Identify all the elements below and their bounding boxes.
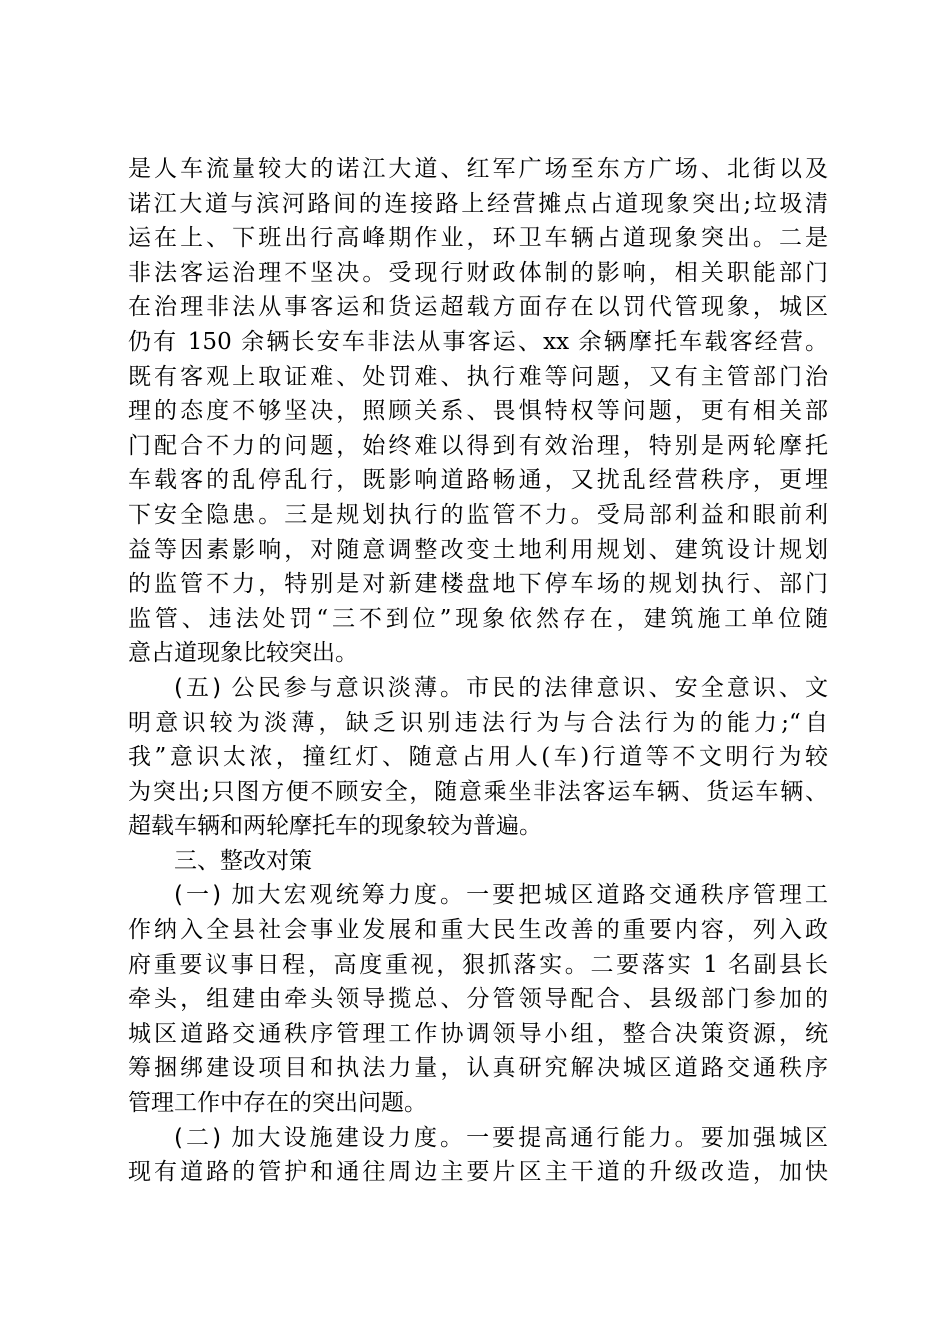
body-line: 非法客运治理不坚决。受现行财政体制的影响，相关职能部门 — [128, 259, 828, 286]
body-line: 在治理非法从事客运和货运超载方面存在以罚代管现象，城区 — [128, 294, 828, 321]
body-line: 诺江大道与滨河路间的连接路上经营摊点占道现象突出;垃圾清 — [128, 190, 828, 217]
body-line: 车载客的乱停乱行，既影响道路畅通，又扰乱经营秩序，更埋 — [128, 467, 828, 494]
measure-2-text: 一要提高通行能力。要加强城区 — [466, 1124, 828, 1151]
body-line: 理的态度不够坚决，照顾关系、畏惧特权等问题，更有相关部 — [128, 398, 828, 425]
body-line: 意占道现象比较突出。 — [128, 640, 358, 667]
section-5-first-line — [128, 671, 828, 706]
measure-1-first-line — [128, 878, 828, 913]
section-5-heading: (五) 公民参与意识淡薄。 — [174, 674, 467, 701]
measure-1-text: 一要把城区道路交通秩序管理工 — [466, 882, 828, 909]
document-page — [128, 152, 828, 1190]
body-line: 下安全隐患。三是规划执行的监管不力。受局部利益和眼前利 — [128, 501, 828, 528]
section-5-text: 市民的法律意识、安全意识、文 — [466, 674, 828, 701]
body-line: 城区道路交通秩序管理工作协调领导小组，整合决策资源，统 — [128, 1020, 828, 1047]
body-line: 运在上、下班出行高峰期作业，环卫车辆占道现象突出。二是 — [128, 225, 828, 252]
body-line: 监管、违法处罚“三不到位”现象依然存在，建筑施工单位随 — [128, 605, 828, 632]
body-line: 为突出;只图方便不顾安全，随意乘坐非法客运车辆、货运车辆、 — [128, 778, 828, 805]
body-line: 的监管不力，特别是对新建楼盘地下停车场的规划执行、部门 — [128, 571, 828, 598]
body-line: 益等因素影响，对随意调整改变土地利用规划、建筑设计规划 — [128, 536, 828, 563]
body-line: 明意识较为淡薄，缺乏识别违法行为与合法行为的能力;“自 — [128, 709, 828, 736]
body-line: 我”意识太浓，撞红灯、随意占用人(车)行道等不文明行为较 — [128, 744, 828, 771]
body-line: 管理工作中存在的突出问题。 — [128, 1090, 427, 1117]
measure-1-heading: (一) 加大宏观统筹力度。 — [174, 882, 467, 909]
body-line: 筹捆绑建设项目和执法力量，认真研究解决城区道路交通秩序 — [128, 1055, 828, 1082]
body-line: 既有客观上取证难、处罚难、执行难等问题，又有主管部门治 — [128, 363, 828, 390]
body-line: 作纳入全县社会事业发展和重大民生改善的重要内容，列入政 — [128, 917, 828, 944]
body-line: 现有道路的管护和通往周边主要片区主干道的升级改造，加快 — [128, 1159, 828, 1186]
measure-2-first-line — [128, 1121, 828, 1156]
body-line: 门配合不力的问题，始终难以得到有效治理，特别是两轮摩托 — [128, 432, 828, 459]
body-line: 仍有 150 余辆长安车非法从事客运、xx 余辆摩托车载客经营。 — [128, 328, 828, 355]
body-line: 是人车流量较大的诺江大道、红军广场至东方广场、北街以及 — [128, 156, 828, 182]
measure-2-heading: (二) 加大设施建设力度。 — [174, 1124, 467, 1151]
section-heading-3: 三、整改对策 — [174, 847, 312, 874]
body-line: 牵头，组建由牵头领导揽总、分管领导配合、县级部门参加的 — [128, 986, 828, 1013]
body-line: 超载车辆和两轮摩托车的现象较为普遍。 — [128, 813, 542, 840]
body-line: 府重要议事日程，高度重视，狠抓落实。二要落实 1 名副县长 — [128, 951, 828, 978]
